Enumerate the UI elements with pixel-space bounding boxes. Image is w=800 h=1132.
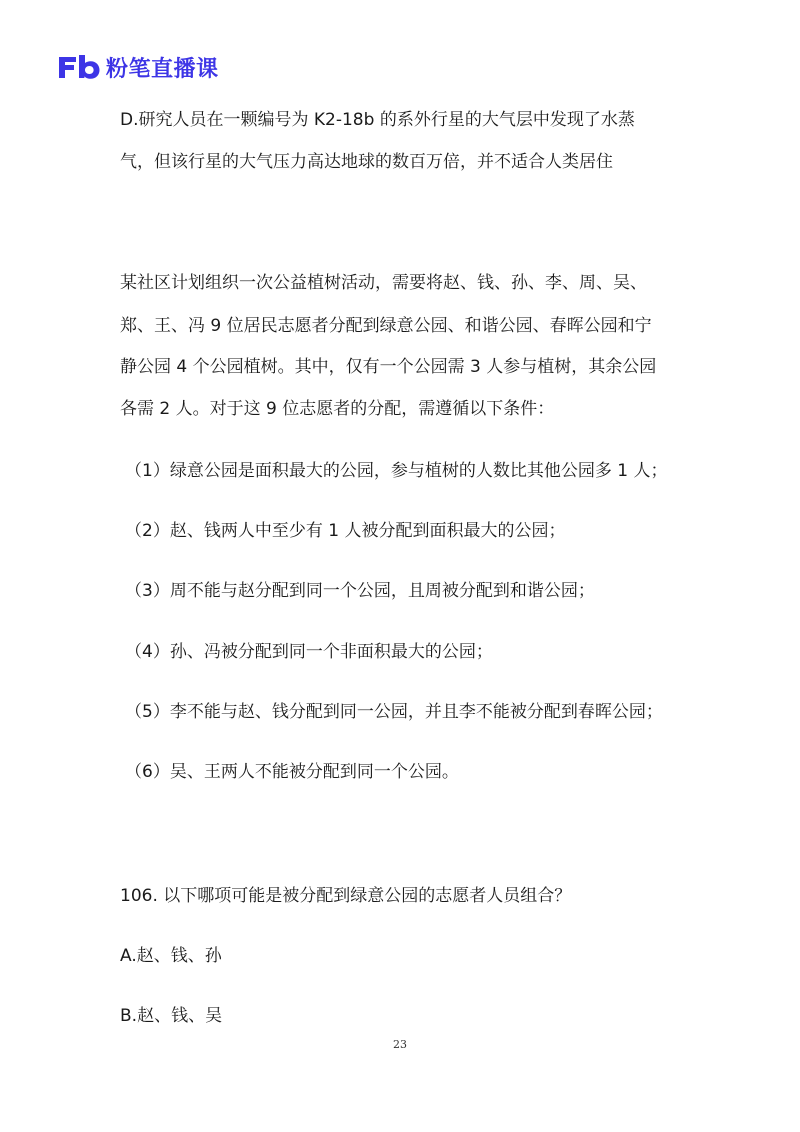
condition-1: （1）绿意公园是面积最大的公园，参与植树的人数比其他公园多 1 人； — [125, 461, 668, 481]
option-d-line-2: 气，但该行星的大气压力高达地球的数百万倍，并不适合人类居住 — [120, 152, 613, 172]
passage-line-3: 静公园 4 个公园植树。其中，仅有一个公园需 3 人参与植树，其余公园 — [120, 357, 657, 377]
brand-logo — [56, 52, 219, 82]
option-b: B.赵、钱、吴 — [120, 1006, 223, 1026]
passage-line-2: 郑、王、冯 9 位居民志愿者分配到绿意公园、和谐公园、春晖公园和宁 — [120, 316, 652, 336]
passage-line-1: 某社区计划组织一次公益植树活动，需要将赵、钱、孙、李、周、吴、 — [120, 273, 647, 293]
logo-text: 粉笔直播课 — [106, 56, 219, 82]
option-a: A.赵、钱、孙 — [120, 946, 222, 966]
question-stem: 106. 以下哪项可能是被分配到绿意公园的志愿者人员组合？ — [120, 886, 572, 906]
condition-2: （2）赵、钱两人中至少有 1 人被分配到面积最大的公园； — [125, 521, 566, 541]
condition-3: （3）周不能与赵分配到同一个公园，且周被分配到和谐公园； — [125, 581, 595, 601]
condition-4: （4）孙、冯被分配到同一个非面积最大的公园； — [125, 642, 493, 662]
passage-line-4: 各需 2 人。对于这 9 位志愿者的分配，需遵循以下条件： — [120, 399, 555, 419]
option-d-line-1: D.研究人员在一颗编号为 K2-18b 的系外行星的大气层中发现了水蒸 — [120, 110, 635, 130]
condition-5: （5）李不能与赵、钱分配到同一公园，并且李不能被分配到春晖公园； — [125, 702, 663, 722]
page-number: 23 — [393, 1038, 407, 1051]
condition-6: （6）吴、王两人不能被分配到同一个公园。 — [125, 762, 459, 782]
fenbi-logo-icon — [56, 53, 102, 81]
